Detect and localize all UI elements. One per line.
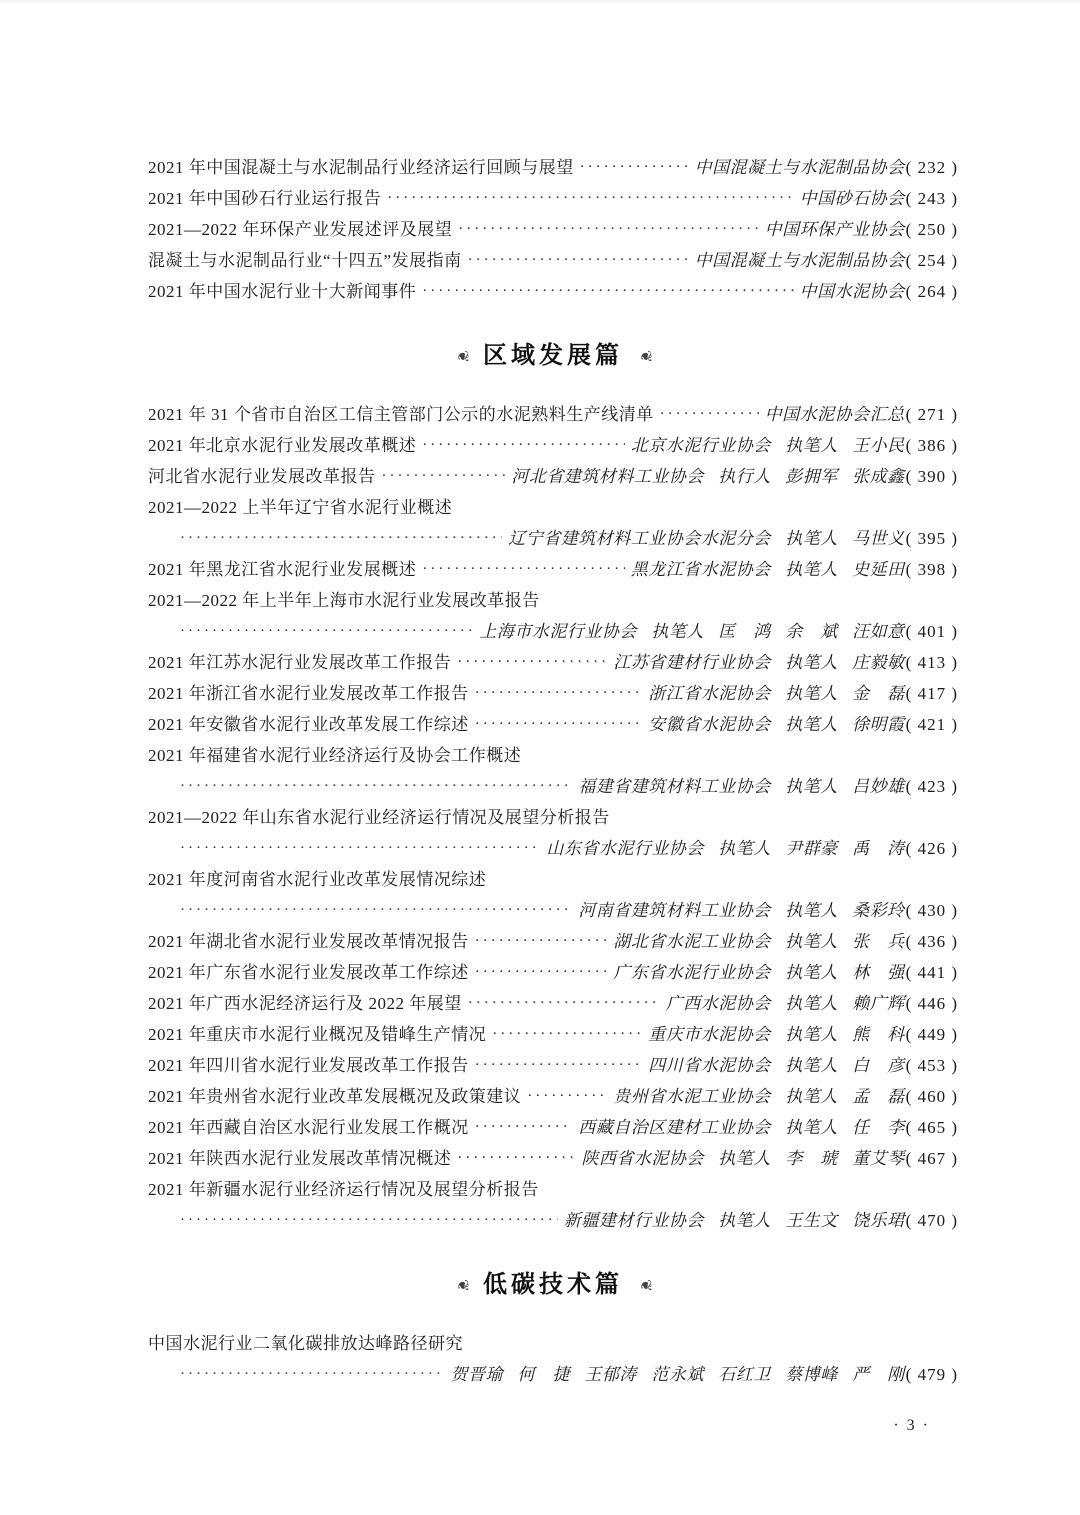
entry-author: 饶乐珺 (852, 1211, 905, 1230)
entry-right-group (648, 678, 958, 709)
entry-author: 庄毅敏 (852, 653, 905, 672)
toc-entry-continuation-row (148, 616, 958, 647)
entry-title: 2021 年新疆水泥行业经济运行情况及展望分析报告 (148, 1180, 539, 1199)
entry-right-group (631, 554, 958, 585)
toc-entry-row (148, 647, 958, 678)
entry-page-ref: ( 470 ) (905, 1211, 958, 1230)
entry-author: 执笔人 (718, 1211, 771, 1230)
entry-right-group (648, 1019, 958, 1050)
toc-entry-row (148, 802, 958, 833)
entry-author: 执笔人 (785, 560, 838, 579)
entry-institution: 北京水泥行业协会 (630, 436, 771, 455)
toc-section-region (148, 336, 958, 1236)
toc-entry-row (148, 678, 958, 709)
entry-right-group (613, 957, 958, 988)
entry-right-group (546, 833, 958, 864)
entry-author: 张 兵 (852, 932, 905, 951)
entry-author: 禹 涛 (852, 839, 905, 858)
toc-section-industry (148, 152, 958, 307)
entry-author: 赖广辉 (852, 994, 905, 1013)
toc-section-lowcarbon (148, 1265, 958, 1390)
leader-dots (387, 183, 793, 214)
page-number: · 3 · (893, 1417, 930, 1434)
toc-entry-row (148, 1050, 958, 1081)
leader-dots (382, 461, 506, 492)
entry-author: 执笔人 (651, 622, 704, 641)
entry-author: 熊 科 (852, 1025, 905, 1044)
entry-institution: 江苏省建材行业协会 (613, 653, 771, 672)
entry-title: 2021 年 31 个省市自治区工信主管部门公示的水泥熟料生产线清单 (148, 405, 654, 424)
entry-title: 2021 年广东省水泥行业发展改革工作综述 (148, 963, 469, 982)
leader-dots (660, 399, 759, 430)
entry-title: 2021 年四川省水泥行业发展改革工作报告 (148, 1056, 469, 1075)
entry-page-ref: ( 446 ) (905, 994, 958, 1013)
toc-entry-row (148, 1019, 958, 1050)
toc-entry-row (148, 554, 958, 585)
entry-page-ref: ( 421 ) (905, 715, 958, 734)
entry-page-ref: ( 441 ) (905, 963, 958, 982)
toc-rows-lowcarbon (148, 1328, 958, 1390)
leader-dots (180, 523, 502, 554)
entry-author: 马世义 (852, 529, 905, 548)
entry-right-group (666, 988, 958, 1019)
entry-right-group (765, 214, 958, 245)
toc-entry-continuation-row (148, 523, 958, 554)
entry-page-ref: ( 460 ) (905, 1087, 958, 1106)
entry-page-ref: ( 395 ) (905, 529, 958, 548)
leader-dots (527, 1081, 607, 1112)
leader-dots (475, 957, 608, 988)
entry-right-group (695, 152, 958, 183)
entry-right-group (613, 1081, 958, 1112)
entry-title: 2021—2022 年环保产业发展述评及展望 (148, 220, 453, 239)
entry-title: 2021 年广西水泥经济运行及 2022 年展望 (148, 994, 462, 1013)
section-header-region (148, 336, 958, 376)
entry-author: 林 强 (852, 963, 905, 982)
entry-author: 董艾琴 (852, 1149, 905, 1168)
entry-institution: 河北省建筑材料工业协会 (511, 467, 704, 486)
entry-title: 2021 年中国混凝土与水泥制品行业经济运行回顾与展望 (148, 158, 574, 177)
entry-page-ref: ( 390 ) (905, 467, 958, 486)
page-footer (148, 1410, 958, 1441)
entry-author: 王小民 (852, 436, 905, 455)
toc-entry-row (148, 1143, 958, 1174)
entry-title: 2021—2022 年上半年上海市水泥行业发展改革报告 (148, 591, 540, 610)
entry-right-group (581, 1143, 958, 1174)
entry-title: 河北省水泥行业发展改革报告 (148, 467, 376, 486)
entry-institution: 贵州省水泥工业协会 (613, 1087, 771, 1106)
entry-institution: 辽宁省建筑材料工业协会水泥分会 (508, 529, 771, 548)
toc-entry-continuation-row (148, 833, 958, 864)
toc-entry-row (148, 1081, 958, 1112)
entry-author: 任 李 (852, 1118, 905, 1137)
toc-entry-row (148, 926, 958, 957)
entry-author: 蔡博峰 (785, 1365, 838, 1384)
entry-institution: 陕西省水泥协会 (581, 1149, 704, 1168)
entry-right-group (648, 709, 958, 740)
entry-author: 执笔人 (785, 653, 838, 672)
leader-dots (475, 709, 643, 740)
leader-dots (457, 647, 607, 678)
entry-right-group (800, 183, 958, 214)
entry-right-group (578, 895, 958, 926)
entry-author: 王生文 (785, 1211, 838, 1230)
entry-author: 执行人 (718, 467, 771, 486)
entry-institution: 山东省水泥行业协会 (546, 839, 704, 858)
entry-right-group (648, 1050, 958, 1081)
toc-entry-row (148, 276, 958, 307)
entry-author: 执笔人 (785, 777, 838, 796)
entry-title: 2021—2022 上半年辽宁省水泥行业概述 (148, 498, 453, 517)
entry-author: 张成鑫 (852, 467, 905, 486)
entry-author: 王郁涛 (584, 1365, 637, 1384)
leader-dots (458, 214, 758, 245)
entry-institution: 贺晋瑜 (450, 1365, 504, 1384)
entry-right-group (613, 926, 958, 957)
entry-author: 执笔人 (785, 529, 838, 548)
toc-entry-row (148, 461, 958, 492)
entry-institution: 中国混凝土与水泥制品协会 (694, 251, 905, 270)
toc-entry-row (148, 1174, 958, 1205)
entry-institution: 广东省水泥行业协会 (613, 963, 771, 982)
entry-author: 执笔人 (785, 684, 838, 703)
entry-page-ref: ( 271 ) (905, 405, 958, 424)
entry-title: 2021 年安徽省水泥行业改革发展工作综述 (148, 715, 469, 734)
entry-page-ref: ( 243 ) (905, 189, 958, 208)
entry-page-ref: ( 386 ) (905, 436, 958, 455)
toc-entry-row (148, 214, 958, 245)
leader-dots (580, 152, 689, 183)
leader-dots (180, 1205, 558, 1236)
toc-entry-row (148, 152, 958, 183)
entry-title: 2021 年贵州省水泥行业改革发展概况及政策建议 (148, 1087, 522, 1106)
entry-page-ref: ( 467 ) (905, 1149, 958, 1168)
entry-author: 执笔人 (785, 963, 838, 982)
entry-institution: 河南省建筑材料工业协会 (578, 901, 771, 920)
toc-entry-row (148, 864, 958, 895)
toc-entry-row (148, 245, 958, 276)
entry-right-group (695, 245, 958, 276)
entry-institution: 西藏自治区建材工业协会 (578, 1118, 771, 1137)
entry-right-group (479, 616, 958, 647)
entry-right-group (800, 276, 958, 307)
entry-right-group (511, 461, 958, 492)
entry-title: 2021 年湖北省水泥行业发展改革情况报告 (148, 932, 469, 951)
toc-entry-continuation-row (148, 1205, 958, 1236)
entry-author: 孟 磊 (852, 1087, 905, 1106)
entry-institution: 上海市水泥行业协会 (479, 622, 637, 641)
entry-author: 执笔人 (718, 1149, 771, 1168)
toc-entry-row (148, 740, 958, 771)
leader-dots (475, 926, 608, 957)
entry-right-group (613, 647, 958, 678)
leader-dots (180, 1359, 445, 1390)
entry-institution: 四川省水泥协会 (648, 1056, 771, 1075)
toc-entry-row (148, 957, 958, 988)
entry-title: 2021 年黑龙江省水泥行业发展概述 (148, 560, 417, 579)
leader-dots (422, 430, 625, 461)
entry-author: 余 斌 (785, 622, 838, 641)
entry-author: 执笔人 (785, 715, 838, 734)
entry-title: 2021 年浙江省水泥行业发展改革工作报告 (148, 684, 469, 703)
leader-dots (457, 1143, 575, 1174)
scan-edge (0, 0, 1080, 4)
section-header-lowcarbon (148, 1265, 958, 1305)
entry-author: 执笔人 (785, 1056, 838, 1075)
entry-title: 2021 年西藏自治区水泥行业发展工作概况 (148, 1118, 469, 1137)
entry-author: 执笔人 (785, 436, 838, 455)
entry-right-group (508, 523, 958, 554)
toc-entry-row (148, 988, 958, 1019)
entry-author: 史延田 (852, 560, 905, 579)
entry-right-group (578, 1112, 958, 1143)
entry-title: 2021 年中国水泥行业十大新闻事件 (148, 282, 417, 301)
entry-right-group (564, 1205, 958, 1236)
entry-right-group (451, 1359, 958, 1390)
toc-entry-row (148, 430, 958, 461)
entry-author: 执笔人 (785, 1087, 838, 1106)
entry-author: 石红卫 (718, 1365, 771, 1384)
entry-title: 2021 年中国砂石行业运行报告 (148, 189, 382, 208)
leader-dots (475, 678, 643, 709)
entry-page-ref: ( 430 ) (905, 901, 958, 920)
leader-dots (422, 276, 793, 307)
leader-dots (468, 245, 689, 276)
entry-institution: 中国水泥协会汇总 (764, 405, 905, 424)
entry-author: 桑彩玲 (852, 901, 905, 920)
leader-dots (180, 833, 540, 864)
entry-institution: 福建省建筑材料工业协会 (578, 777, 771, 796)
entry-title: 2021 年陕西水泥行业发展改革情况概述 (148, 1149, 452, 1168)
entry-page-ref: ( 250 ) (905, 220, 958, 239)
entry-institution: 中国环保产业协会 (764, 220, 905, 239)
entry-author: 金 磊 (852, 684, 905, 703)
leader-dots (475, 1112, 573, 1143)
entry-author: 执笔人 (785, 1118, 838, 1137)
entry-author: 严 刚 (852, 1365, 905, 1384)
entry-title: 2021 年江苏水泥行业发展改革工作报告 (148, 653, 452, 672)
entry-page-ref: ( 449 ) (905, 1025, 958, 1044)
toc-rows-industry (148, 152, 958, 307)
toc-entry-row (148, 399, 958, 430)
entry-right-group (765, 399, 958, 430)
leader-dots (180, 616, 473, 647)
entry-title: 2021 年北京水泥行业发展改革概述 (148, 436, 417, 455)
entry-page-ref: ( 232 ) (905, 158, 958, 177)
entry-author: 执笔人 (785, 994, 838, 1013)
toc-entry-row (148, 585, 958, 616)
entry-author: 徐明霞 (852, 715, 905, 734)
ornament-icon: ❦ (454, 1278, 471, 1292)
entry-author: 执笔人 (785, 901, 838, 920)
entry-right-group (631, 430, 958, 461)
entry-page-ref: ( 254 ) (905, 251, 958, 270)
toc-entry-row (148, 492, 958, 523)
toc-entry-continuation-row (148, 771, 958, 802)
entry-page-ref: ( 413 ) (905, 653, 958, 672)
toc-entry-continuation-row (148, 895, 958, 926)
entry-page-ref: ( 479 ) (905, 1365, 958, 1384)
entry-institution: 广西水泥协会 (665, 994, 771, 1013)
entry-author: 执笔人 (785, 1025, 838, 1044)
toc-entry-row (148, 1328, 958, 1359)
entry-author: 范永斌 (651, 1365, 704, 1384)
entry-title: 2021 年福建省水泥行业经济运行及协会工作概述 (148, 746, 522, 765)
entry-page-ref: ( 401 ) (905, 622, 958, 641)
ornament-icon: ❦ (454, 349, 471, 363)
ornament-icon: ❦ (636, 349, 653, 363)
leader-dots (492, 1019, 642, 1050)
entry-institution: 湖北省水泥工业协会 (613, 932, 771, 951)
entry-author: 何 捷 (517, 1365, 570, 1384)
entry-page-ref: ( 453 ) (905, 1056, 958, 1075)
entry-page-ref: ( 426 ) (905, 839, 958, 858)
entry-title: 2021 年度河南省水泥行业改革发展情况综述 (148, 870, 487, 889)
entry-title: 混凝土与水泥制品行业“十四五”发展指南 (148, 251, 462, 270)
entry-author: 匡 鸿 (718, 622, 771, 641)
leader-dots (475, 1050, 643, 1081)
entry-institution: 中国砂石协会 (799, 189, 905, 208)
leader-dots (422, 554, 625, 585)
entry-author: 汪如意 (852, 622, 905, 641)
entry-title: 2021—2022 年山东省水泥行业经济运行情况及展望分析报告 (148, 808, 610, 827)
entry-page-ref: ( 423 ) (905, 777, 958, 796)
entry-author: 执笔人 (785, 932, 838, 951)
toc-entry-row (148, 183, 958, 214)
section-title-region: 区域发展篇 (483, 342, 623, 369)
toc-entry-continuation-row (148, 1359, 958, 1390)
entry-institution: 黑龙江省水泥协会 (630, 560, 771, 579)
leader-dots (180, 895, 572, 926)
entry-page-ref: ( 417 ) (905, 684, 958, 703)
entry-author: 白 彦 (852, 1056, 905, 1075)
entry-page-ref: ( 436 ) (905, 932, 958, 951)
entry-author: 吕妙雄 (852, 777, 905, 796)
ornament-icon: ❦ (636, 1278, 653, 1292)
toc-entry-row (148, 1112, 958, 1143)
entry-institution: 新疆建材行业协会 (563, 1211, 704, 1230)
entry-right-group (578, 771, 958, 802)
entry-author: 尹群豪 (785, 839, 838, 858)
section-title-lowcarbon: 低碳技术篇 (483, 1271, 623, 1298)
entry-author: 彭拥军 (785, 467, 838, 486)
entry-institution: 浙江省水泥协会 (648, 684, 771, 703)
entry-author: 执笔人 (718, 839, 771, 858)
entry-page-ref: ( 398 ) (905, 560, 958, 579)
entry-page-ref: ( 264 ) (905, 282, 958, 301)
entry-author: 李 琥 (785, 1149, 838, 1168)
toc-rows-region (148, 399, 958, 1236)
entry-institution: 重庆市水泥协会 (648, 1025, 771, 1044)
entry-title: 中国水泥行业二氧化碳排放达峰路径研究 (148, 1334, 463, 1353)
entry-institution: 中国混凝土与水泥制品协会 (694, 158, 905, 177)
entry-institution: 中国水泥协会 (799, 282, 905, 301)
toc-entry-row (148, 709, 958, 740)
leader-dots (180, 771, 572, 802)
entry-institution: 安徽省水泥协会 (648, 715, 771, 734)
leader-dots (468, 988, 660, 1019)
entry-page-ref: ( 465 ) (905, 1118, 958, 1137)
entry-title: 2021 年重庆市水泥行业概况及错峰生产情况 (148, 1025, 487, 1044)
